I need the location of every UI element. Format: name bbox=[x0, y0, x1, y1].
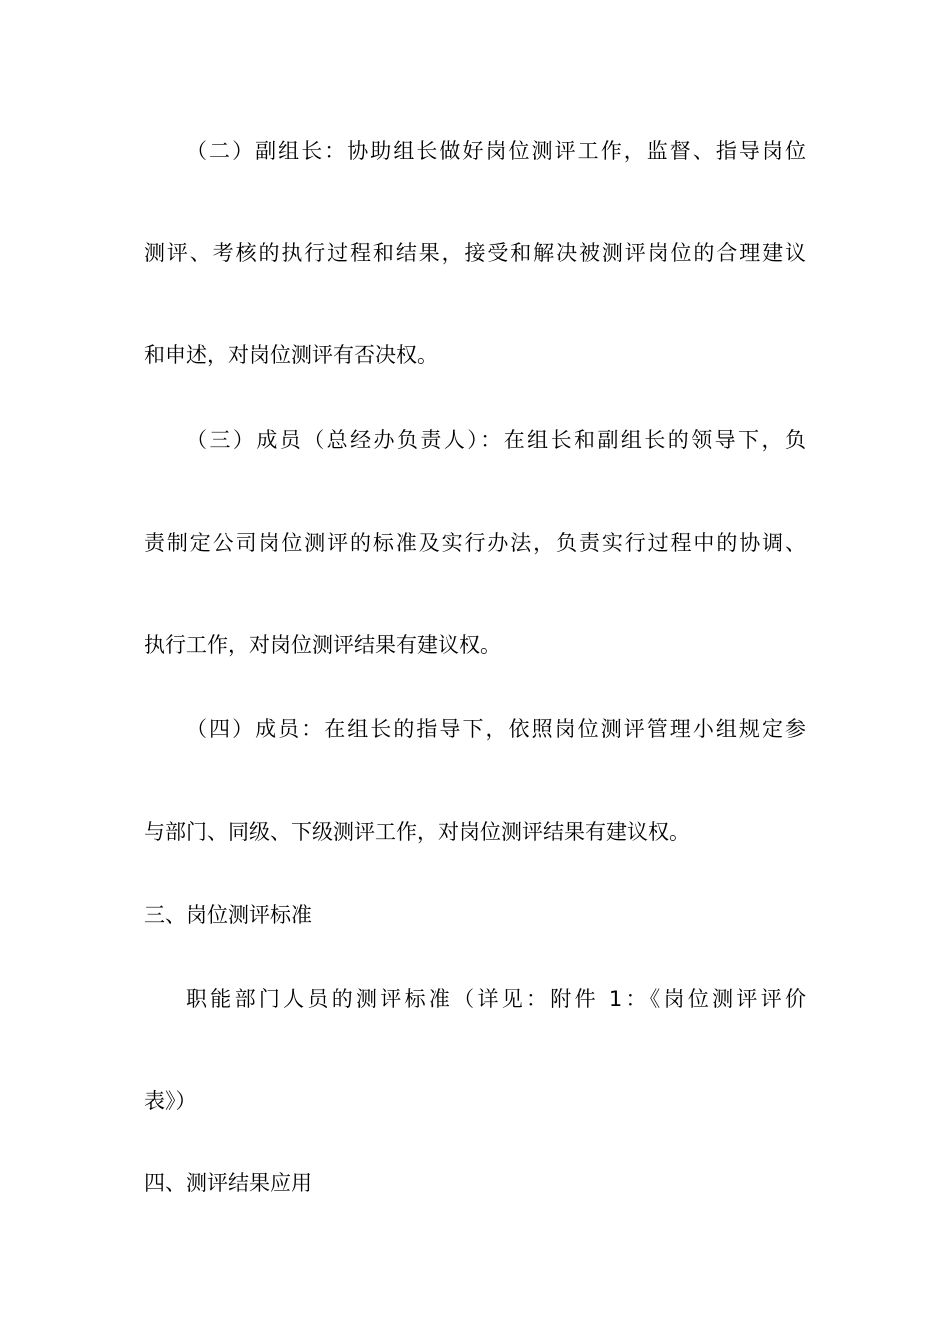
paragraph-deputy-leader-line-2: 测评、考核的执行过程和结果，接受和解决被测评岗位的合理建议 bbox=[144, 241, 806, 265]
paragraph-standard-line-1: 职能部门人员的测评标准（详见：附件 1：《岗位测评评价 bbox=[186, 987, 806, 1011]
paragraph-deputy-leader-line-3: 和申述，对岗位测评有否决权。 bbox=[144, 343, 438, 367]
paragraph-deputy-leader-line-1: （二）副组长：协助组长做好岗位测评工作，监督、指导岗位 bbox=[186, 139, 806, 163]
section-heading-result-application: 四、测评结果应用 bbox=[144, 1171, 312, 1195]
paragraph-member-line-1: （四）成员：在组长的指导下，依照岗位测评管理小组规定参 bbox=[186, 717, 806, 741]
section-heading-evaluation-standard: 三、岗位测评标准 bbox=[144, 903, 312, 927]
paragraph-member-office-line-2: 责制定公司岗位测评的标准及实行办法，负责实行过程中的协调、 bbox=[144, 531, 806, 555]
paragraph-standard-line-2: 表》） bbox=[144, 1089, 197, 1113]
paragraph-member-office-line-1: （三）成员（总经办负责人）：在组长和副组长的领导下，负 bbox=[186, 428, 806, 452]
paragraph-member-line-2: 与部门、同级、下级测评工作，对岗位测评结果有建议权。 bbox=[144, 820, 690, 844]
paragraph-member-office-line-3: 执行工作，对岗位测评结果有建议权。 bbox=[144, 633, 501, 657]
